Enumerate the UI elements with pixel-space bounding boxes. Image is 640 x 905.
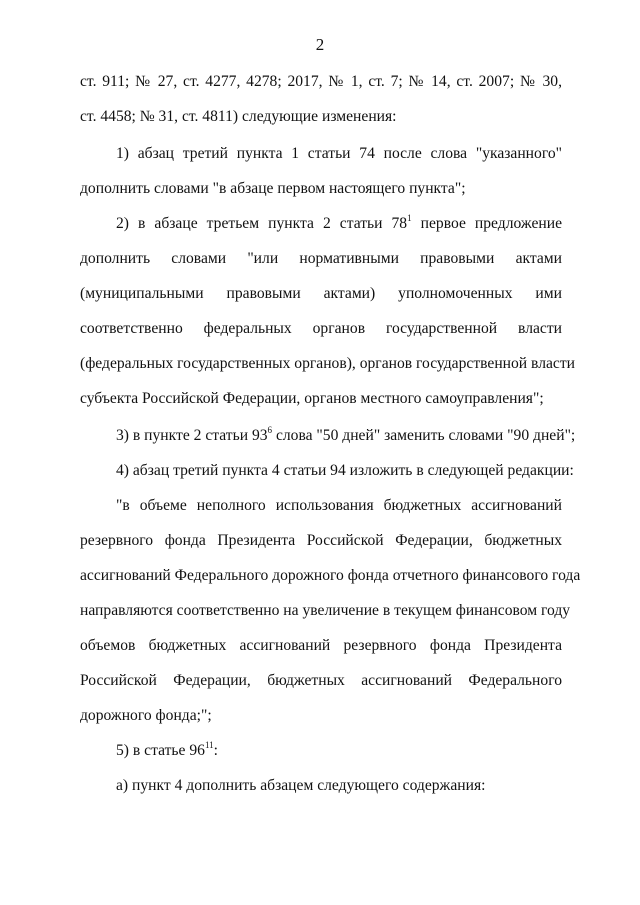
text-line	[116, 741, 562, 761]
text-line: Российской Федерации, бюджетных ассигнований Федерального	[80, 672, 562, 689]
text-line	[116, 424, 576, 446]
text-line: 1) абзац третий пункта 1 статьи 74 после слова "указанного"	[116, 145, 562, 162]
text-line: "в объеме неполного использования бюджетных ассигнований	[116, 497, 562, 514]
text-fragment: 3) в пункте 2 статьи 93	[116, 427, 268, 444]
superscript: 1	[407, 212, 412, 223]
text-line: дополнить словами "в абзаце первом настоящего пункта";	[80, 180, 466, 197]
text-line: ст. 911; № 27, ст. 4277, 4278; 2017, № 1, ст. 7; № 14, ст. 2007; № 30,	[80, 73, 562, 90]
superscript: 11	[204, 739, 214, 750]
text-fragment: :	[213, 742, 218, 759]
text-line: соответственно федеральных органов государственной власти	[80, 320, 562, 337]
text-line: объемов бюджетных ассигнований резервного фонда Президента	[80, 637, 562, 654]
text-line: 4) абзац третий пункта 4 статьи 94 изложить в следующей редакции:	[116, 462, 574, 479]
text-fragment: первое предложение	[411, 215, 562, 232]
superscript: 6	[267, 424, 273, 435]
text-line: ассигнований Федерального дорожного фонда отчетного финансового года	[80, 567, 581, 584]
text-line: субъекта Российской Федерации, органов местного самоуправления";	[80, 390, 544, 407]
text-fragment: 5) в статье 96	[116, 742, 205, 759]
text-fragment: слова "50 дней" заменить словами "90 дней";	[272, 427, 576, 444]
text-line	[116, 214, 562, 234]
text-line: дорожного фонда;";	[80, 707, 212, 724]
text-line: направляются соответственно на увеличение в текущем финансовом году	[80, 602, 571, 619]
text-line: резервного фонда Президента Российской Федерации, бюджетных	[80, 532, 562, 549]
text-line: дополнить словами "или нормативными правовыми актами	[80, 250, 562, 267]
page-number: 2	[315, 35, 325, 54]
text-fragment: 2) в абзаце третьем пункта 2 статьи 78	[116, 215, 408, 232]
text-line: а) пункт 4 дополнить абзацем следующего содержания:	[116, 777, 486, 794]
text-line: (федеральных государственных органов), органов государственной власти	[80, 355, 575, 372]
text-line: (муниципальными правовыми актами) уполномоченных ими	[80, 285, 562, 302]
text-line: ст. 4458; № 31, ст. 4811) следующие изменения:	[80, 108, 397, 125]
